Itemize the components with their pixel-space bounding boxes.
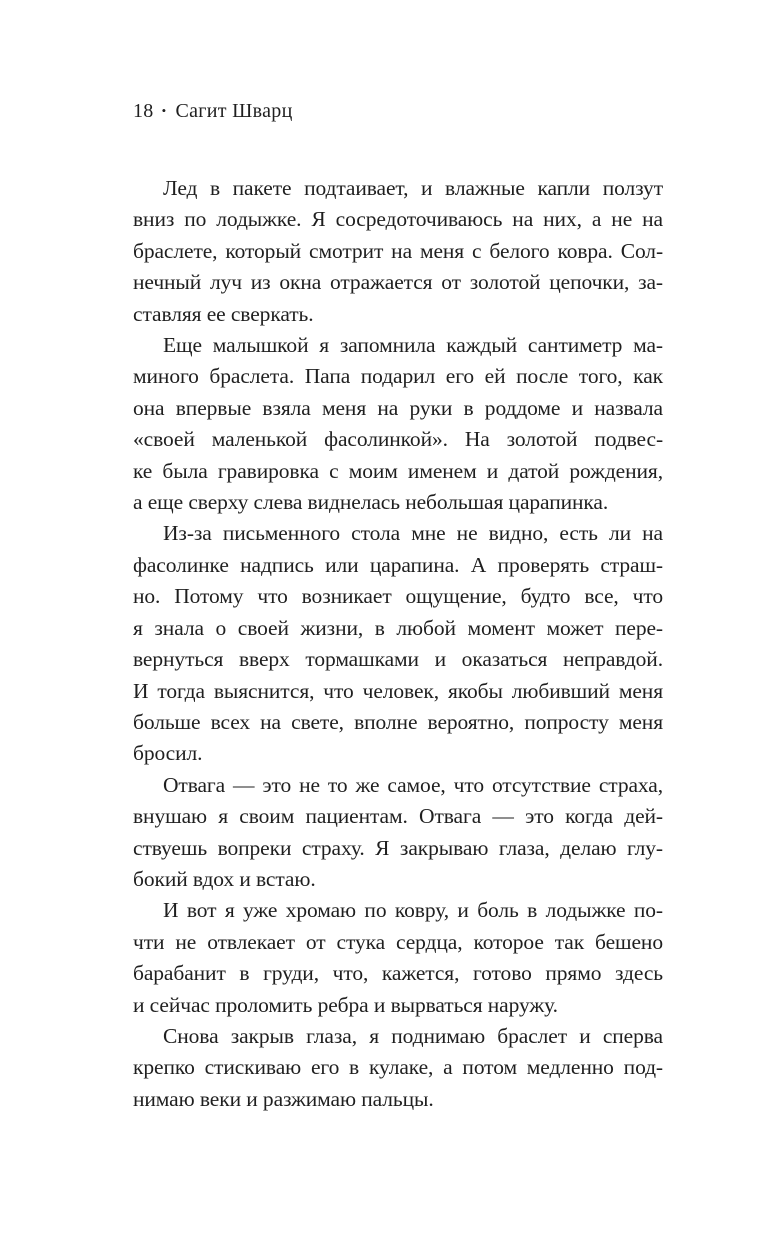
text-line: чти не отвлекает от стука сердца, которое так бешено — [133, 929, 663, 954]
text-line: крепко стискиваю его в кулаке, а потом медленно под- — [133, 1055, 663, 1080]
paragraph — [133, 173, 663, 330]
paragraph — [133, 518, 663, 769]
text-line: вниз по лодыжке. Я сосредоточиваюсь на них, а не на — [133, 207, 663, 232]
text-line: «своей маленькой фасолинкой». На золотой подвес- — [133, 427, 663, 452]
text-line: больше всех на свете, вполне вероятно, попросту меня — [133, 709, 663, 734]
text-line: и сейчас проломить ребра и вырваться наружу. — [133, 992, 558, 1017]
text-line: а еще сверху слева виднелась небольшая царапинка. — [133, 490, 609, 515]
text-line: Еще малышкой я запомнила каждый сантиметр ма- — [163, 333, 663, 358]
text-line: ке была гравировка с моим именем и датой рождения, — [133, 458, 663, 483]
text-line: Отвага — это не то же самое, что отсутствие страха, — [163, 772, 663, 797]
text-line: внушаю я своим пациентам. Отвага — это когда дей- — [133, 804, 663, 829]
text-line: Снова закрыв глаза, я поднимаю браслет и сперва — [163, 1023, 663, 1048]
bullet-separator: • — [161, 103, 167, 118]
text-line: Лед в пакете подтаивает, и влажные капли ползут — [163, 176, 663, 200]
text-line: ствуешь вопреки страху. Я закрываю глаза, делаю глу- — [133, 835, 663, 860]
paragraph — [133, 330, 663, 518]
text-line: И тогда выяснится, что человек, якобы любивший меня — [133, 678, 663, 703]
text-line: браслете, который смотрит на меня с белого ковра. Сол- — [133, 238, 663, 263]
text-block — [133, 173, 663, 1115]
page-number: 18 — [133, 100, 154, 122]
running-header — [133, 100, 293, 123]
text-line: И вот я уже хромаю по ковру, и боль в лодыжке по- — [163, 898, 663, 923]
text-line: миного браслета. Папа подарил его ей после того, как — [133, 364, 663, 389]
text-line: бокий вдох и встаю. — [133, 866, 316, 891]
text-line: она впервые взяла меня на руки в роддоме и назвала — [133, 395, 663, 420]
paragraph — [133, 1021, 663, 1115]
text-line: барабанит в груди, что, кажется, готово прямо здесь — [133, 961, 663, 986]
running-head-author: Сагит Шварц — [175, 100, 293, 122]
text-line: нечный луч из окна отражается от золотой цепочки, за- — [133, 270, 663, 295]
text-line: ставляя ее сверкать. — [133, 301, 314, 326]
text-line: фасолинке надпись или царапина. А проверять страш- — [133, 552, 663, 577]
text-line: но. Потому что возникает ощущение, будто все, что — [133, 584, 663, 609]
text-line: нимаю веки и разжимаю пальцы. — [133, 1086, 434, 1111]
text-line: я знала о своей жизни, в любой момент может пере- — [133, 615, 663, 640]
paragraph — [133, 895, 663, 1021]
text-line: бросил. — [133, 741, 203, 766]
text-line: Из-за письменного стола мне не видно, есть ли на — [163, 521, 663, 546]
text-line: вернуться вверх тормашками и оказаться неправдой. — [133, 647, 663, 672]
paragraph — [133, 770, 663, 896]
